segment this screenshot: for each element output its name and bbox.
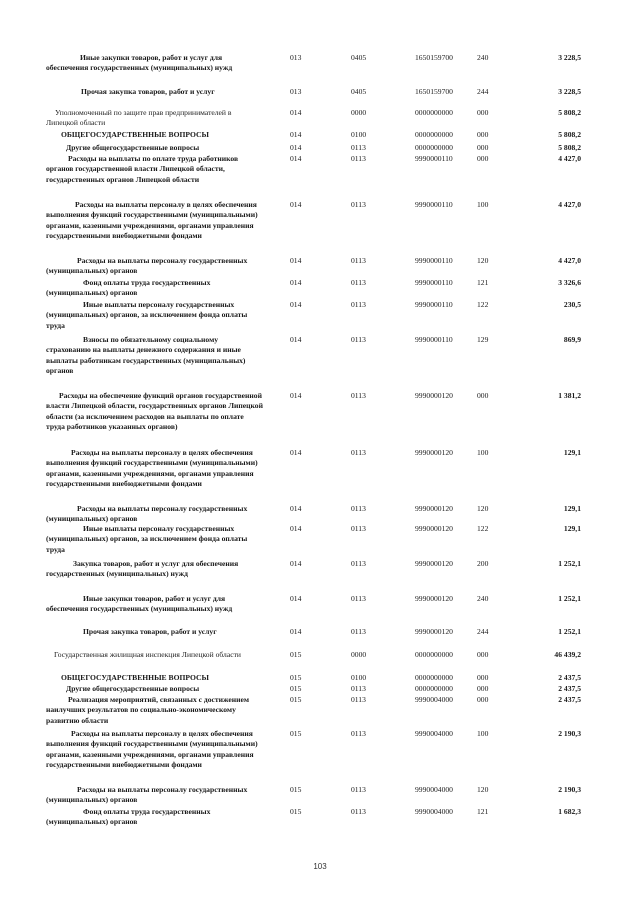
row-ministry: 014	[290, 524, 302, 533]
row-target: 9990000120	[415, 448, 453, 457]
row-target: 0000000000	[415, 684, 453, 693]
row-kind: 000	[477, 108, 489, 117]
row-sum: 4 427,0	[558, 200, 581, 209]
row-kind: 000	[477, 391, 489, 400]
row-section: 0113	[351, 200, 366, 209]
row-kind: 122	[477, 300, 489, 309]
row-title: Иные выплаты персоналу государственных (муниципальных) органов, за исключением фонда оплаты труда	[46, 300, 248, 330]
row-section: 0100	[351, 673, 367, 682]
row-ministry: 014	[290, 130, 302, 139]
row-ministry: 015	[290, 729, 302, 738]
row-title: Расходы на выплаты персоналу государственных (муниципальных) органов	[46, 256, 248, 276]
row-sum: 1 252,1	[558, 559, 581, 568]
row-target: 9990000110	[415, 256, 453, 265]
row-sum: 2 190,3	[558, 729, 581, 738]
row-section: 0113	[351, 143, 366, 152]
row-section: 0113	[351, 684, 366, 693]
row-section: 0100	[351, 130, 367, 139]
row-target: 9990000120	[415, 594, 453, 603]
row-ministry: 014	[290, 559, 302, 568]
row-title: Расходы на выплаты персоналу в целях обеспечения выполнения функций государственными (муниципальными) органами, казенными учреждениями, органами управления государственными внебюджетными фондами	[46, 200, 258, 240]
row-target: 9990000110	[415, 200, 453, 209]
row-target: 1650159700	[415, 87, 453, 96]
row-target: 0000000000	[415, 143, 453, 152]
row-section: 0113	[351, 278, 366, 287]
row-section: 0113	[351, 335, 366, 344]
row-title: Иные выплаты персоналу государственных (муниципальных) органов, за исключением фонда оплаты труда	[46, 524, 248, 554]
row-title: Расходы на выплаты по оплате труда работников органов государственной власти Липецкой области, государственных органов Липецкой области	[46, 154, 239, 184]
row-sum: 2 437,5	[558, 684, 581, 693]
row-sum: 869,9	[563, 335, 581, 344]
row-sum: 5 808,2	[558, 143, 581, 152]
row-target: 0000000000	[415, 108, 453, 117]
row-section: 0113	[351, 627, 366, 636]
row-target: 0000000000	[415, 130, 453, 139]
row-ministry: 014	[290, 448, 302, 457]
row-title: Расходы на выплаты персоналу в целях обеспечения выполнения функций государственными (муниципальными) органами, казенными учреждениями, органами управления государственными внебюджетными фондами	[46, 729, 258, 769]
row-kind: 122	[477, 524, 489, 533]
row-title: Государственная жилищная инспекция Липецкой области	[54, 650, 241, 659]
row-title: Расходы на выплаты персоналу государственных (муниципальных) органов	[46, 785, 248, 805]
row-sum: 5 808,2	[558, 108, 581, 117]
row-title: Расходы на обеспечение функций органов государственной власти Липецкой области, государственных органов Липецкой области (за исключением расходов на выплаты по оплате труда работников указанных органов)	[46, 391, 263, 431]
row-kind: 100	[477, 200, 489, 209]
row-ministry: 014	[290, 108, 302, 117]
row-target: 0000000000	[415, 650, 453, 659]
row-sum: 2 437,5	[558, 673, 581, 682]
row-ministry: 014	[290, 256, 302, 265]
row-ministry: 014	[290, 504, 302, 513]
row-section: 0113	[351, 807, 366, 816]
row-section: 0113	[351, 785, 366, 794]
row-target: 9990000110	[415, 154, 453, 163]
row-title: Прочая закупка товаров, работ и услуг	[83, 627, 217, 636]
row-sum: 3 326,6	[558, 278, 581, 287]
row-section: 0113	[351, 594, 366, 603]
row-kind: 120	[477, 504, 489, 513]
row-target: 9990000120	[415, 524, 453, 533]
row-sum: 2 437,5	[558, 695, 581, 704]
row-kind: 000	[477, 143, 489, 152]
row-target: 9990000110	[415, 335, 453, 344]
row-sum: 4 427,0	[558, 256, 581, 265]
row-sum: 129,1	[563, 524, 581, 533]
row-sum: 4 427,0	[558, 154, 581, 163]
row-section: 0113	[351, 448, 366, 457]
row-title: Фонд оплаты труда государственных (муниципальных) органов	[46, 278, 211, 298]
row-title: ОБЩЕГОСУДАРСТВЕННЫЕ ВОПРОСЫ	[61, 130, 209, 139]
row-target: 1650159700	[415, 53, 453, 62]
row-kind: 000	[477, 154, 489, 163]
row-sum: 1 252,1	[558, 594, 581, 603]
row-ministry: 014	[290, 335, 302, 344]
row-target: 9990000110	[415, 278, 453, 287]
row-title: Расходы на выплаты персоналу в целях обеспечения выполнения функций государственными (муниципальными) органами, казенными учреждениями, органами управления государственными внебюджетными фондами	[46, 448, 258, 488]
row-target: 9990000120	[415, 627, 453, 636]
row-ministry: 014	[290, 391, 302, 400]
row-title: Прочая закупка товаров, работ и услуг	[81, 87, 215, 96]
row-ministry: 015	[290, 650, 302, 659]
row-kind: 240	[477, 53, 489, 62]
row-target: 9990000120	[415, 559, 453, 568]
row-sum: 5 808,2	[558, 130, 581, 139]
row-title: Другие общегосударственные вопросы	[66, 143, 200, 152]
row-ministry: 014	[290, 200, 302, 209]
row-kind: 240	[477, 594, 489, 603]
row-ministry: 014	[290, 300, 302, 309]
row-kind: 100	[477, 448, 489, 457]
row-section: 0113	[351, 391, 366, 400]
row-title: Расходы на выплаты персоналу государственных (муниципальных) органов	[46, 504, 248, 524]
row-ministry: 014	[290, 594, 302, 603]
row-kind: 244	[477, 87, 489, 96]
row-title: Иные закупки товаров, работ и услуг для обеспечения государственных (муниципальных) нужд	[46, 53, 233, 73]
row-ministry: 014	[290, 627, 302, 636]
row-title: Закупка товаров, работ и услуг для обеспечения государственных (муниципальных) нужд	[46, 559, 239, 579]
row-section: 0113	[351, 256, 366, 265]
row-target: 9990004000	[415, 785, 453, 794]
row-target: 9990004000	[415, 695, 453, 704]
row-ministry: 014	[290, 154, 302, 163]
row-target: 9990004000	[415, 807, 453, 816]
row-ministry: 015	[290, 695, 302, 704]
row-title: Иные закупки товаров, работ и услуг для обеспечения государственных (муниципальных) нужд	[46, 594, 233, 614]
row-section: 0405	[351, 87, 367, 96]
row-target: 9990000120	[415, 391, 453, 400]
row-sum: 3 228,5	[558, 53, 581, 62]
row-section: 0113	[351, 154, 366, 163]
row-title: Реализация мероприятий, связанных с достижением наилучших результатов по социально-экономическому развитию области	[46, 695, 250, 725]
row-section: 0113	[351, 729, 366, 738]
row-sum: 3 228,5	[558, 87, 581, 96]
row-kind: 129	[477, 335, 489, 344]
row-title: ОБЩЕГОСУДАРСТВЕННЫЕ ВОПРОСЫ	[61, 673, 209, 682]
row-section: 0113	[351, 504, 366, 513]
row-title: Уполномоченный по защите прав предпринимателей в Липецкой области	[46, 108, 232, 128]
row-kind: 121	[477, 278, 489, 287]
row-kind: 120	[477, 785, 489, 794]
row-kind: 000	[477, 673, 489, 682]
row-ministry: 014	[290, 143, 302, 152]
row-ministry: 015	[290, 673, 302, 682]
row-kind: 200	[477, 559, 489, 568]
row-kind: 000	[477, 130, 489, 139]
row-kind: 244	[477, 627, 489, 636]
page-number: 103	[313, 862, 327, 871]
row-target: 0000000000	[415, 673, 453, 682]
row-title: Фонд оплаты труда государственных (муниципальных) органов	[46, 807, 211, 827]
row-title: Другие общегосударственные вопросы	[66, 684, 200, 693]
row-target: 9990000120	[415, 504, 453, 513]
row-title: Взносы по обязательному социальному страхованию на выплаты денежного содержания и иные выплаты работникам государственных (муниципальных) органов	[46, 335, 246, 375]
row-kind: 000	[477, 650, 489, 659]
row-kind: 100	[477, 729, 489, 738]
row-sum: 1 682,3	[558, 807, 581, 816]
row-kind: 000	[477, 684, 489, 693]
row-section: 0113	[351, 300, 366, 309]
row-kind: 000	[477, 695, 489, 704]
row-sum: 2 190,3	[558, 785, 581, 794]
row-target: 9990000110	[415, 300, 453, 309]
row-kind: 120	[477, 256, 489, 265]
row-sum: 1 252,1	[558, 627, 581, 636]
row-sum: 230,5	[563, 300, 581, 309]
row-sum: 1 381,2	[558, 391, 581, 400]
row-ministry: 015	[290, 807, 302, 816]
row-target: 9990004000	[415, 729, 453, 738]
row-ministry: 013	[290, 53, 302, 62]
row-section: 0113	[351, 695, 366, 704]
row-section: 0113	[351, 559, 366, 568]
row-sum: 129,1	[563, 504, 581, 513]
row-ministry: 014	[290, 278, 302, 287]
row-section: 0000	[351, 650, 367, 659]
row-section: 0113	[351, 524, 366, 533]
row-kind: 121	[477, 807, 489, 816]
row-ministry: 015	[290, 684, 302, 693]
row-ministry: 013	[290, 87, 302, 96]
row-sum: 129,1	[563, 448, 581, 457]
row-section: 0405	[351, 53, 367, 62]
row-ministry: 015	[290, 785, 302, 794]
row-section: 0000	[351, 108, 367, 117]
row-sum: 46 439,2	[554, 650, 581, 659]
